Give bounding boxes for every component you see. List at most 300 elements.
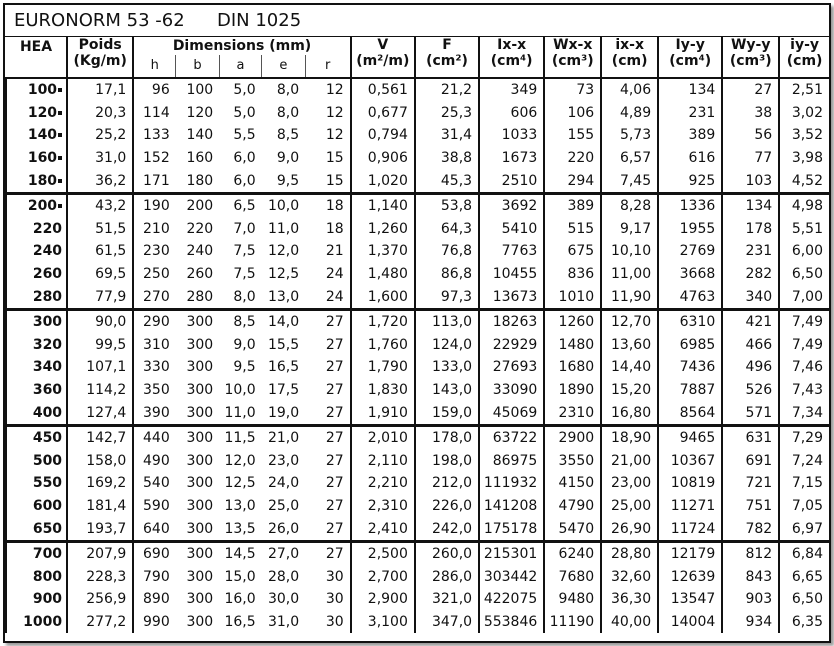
header-dim-b: b	[176, 55, 219, 78]
cell-wy: 178	[722, 218, 779, 241]
cell-r: 18	[305, 193, 351, 217]
cell-iy: 6310	[658, 309, 722, 333]
cell-ix: 553846	[479, 611, 544, 634]
cell-iiy: 7,43	[779, 379, 829, 402]
cell-wx: 389	[544, 193, 601, 217]
cell-f: 226,0	[415, 495, 479, 518]
table-row	[6, 565, 829, 588]
cell-v: 1,830	[351, 379, 415, 402]
cell-a: 8,0	[233, 288, 256, 305]
cell-iiy: 7,24	[779, 450, 829, 473]
cell-e: 30,0	[267, 591, 300, 608]
cell-wy: 751	[722, 495, 779, 518]
cell-h: 330	[133, 356, 175, 379]
cell-iix: 28,80	[601, 541, 658, 565]
cell-b: 120	[186, 104, 214, 121]
din-title: DIN 1025	[217, 10, 302, 31]
cell-wx: 155	[544, 124, 601, 147]
cell-f: 53,8	[415, 193, 479, 217]
cell-ix: 18263	[479, 309, 544, 333]
cell-f: 133,0	[415, 356, 479, 379]
cell-iiy: 5,51	[779, 218, 829, 241]
cell-ix: 45069	[479, 401, 544, 425]
cell-a: 6,0	[233, 172, 256, 189]
cell-wx: 11190	[544, 611, 601, 634]
cell-wx: 73	[544, 78, 601, 102]
cell-h: 114	[133, 102, 175, 125]
cell-wx: 4150	[544, 472, 601, 495]
cell-ix: 63722	[479, 425, 544, 449]
cell-e: 23,0	[267, 452, 300, 469]
cell-iy: 616	[658, 147, 722, 170]
cell-f: 242,0	[415, 517, 479, 541]
cell-poids: 20,3	[67, 102, 133, 125]
cell-poids: 228,3	[67, 565, 133, 588]
availability-marker-icon	[58, 88, 62, 92]
cell-hea: 140	[6, 124, 67, 147]
cell-r: 18	[325, 220, 344, 237]
cell-h: 250	[133, 263, 175, 286]
cell-a: 7,5	[233, 243, 256, 260]
cell-h: 590	[133, 495, 175, 518]
cell-b: 160	[186, 150, 214, 167]
cell-poids: 99,5	[67, 334, 133, 357]
cell-e: 21,0	[262, 425, 305, 449]
cell-iix: 14,40	[601, 356, 658, 379]
cell-b: 140	[186, 127, 214, 144]
cell-h: 990	[133, 611, 175, 634]
cell-wy: 631	[722, 425, 779, 449]
cell-poids: 90,0	[67, 309, 133, 333]
cell-iix: 18,90	[601, 425, 658, 449]
table-row	[6, 588, 829, 611]
cell-iiy: 7,29	[779, 425, 829, 449]
cell-a: 5,5	[233, 127, 256, 144]
cell-v: 2,310	[351, 495, 415, 518]
cell-a: 16,0	[224, 591, 256, 608]
table-row	[6, 611, 829, 634]
cell-iiy: 7,49	[779, 309, 829, 333]
cell-e: 24,0	[267, 475, 300, 492]
cell-ix: 22929	[479, 334, 544, 357]
cell-r: 27	[325, 404, 344, 421]
cell-poids: 142,7	[67, 425, 133, 449]
cell-h: 96	[133, 78, 175, 102]
cell-ix: 1033	[479, 124, 544, 147]
table-row	[6, 193, 829, 217]
availability-marker-icon	[58, 133, 62, 137]
cell-r: 27	[325, 497, 344, 514]
cell-iy: 14004	[658, 611, 722, 634]
header-iiy: iy-y (cm)	[779, 37, 829, 78]
cell-wx: 7680	[544, 565, 601, 588]
cell-v: 1,260	[351, 218, 415, 241]
cell-b: 300	[186, 497, 214, 514]
cell-iiy: 7,34	[779, 401, 829, 425]
cell-iy: 6985	[658, 334, 722, 357]
table-row	[6, 309, 829, 333]
cell-ix: 303442	[479, 565, 544, 588]
cell-poids: 181,4	[67, 495, 133, 518]
cell-e: 8,5	[276, 127, 300, 144]
cell-e: 11,0	[267, 220, 300, 237]
cell-h: 890	[133, 588, 175, 611]
header-poids: Poids (Kg/m)	[67, 37, 133, 78]
cell-wx: 2310	[544, 401, 601, 425]
cell-wx: 515	[544, 218, 601, 241]
cell-iix: 8,28	[601, 193, 658, 217]
cell-r: 27	[305, 541, 351, 565]
cell-ix: 5410	[479, 218, 544, 241]
cell-b: 300	[186, 382, 214, 399]
cell-h: 640	[133, 517, 175, 541]
table-row	[6, 379, 829, 402]
cell-ix: 349	[479, 78, 544, 102]
table-row	[6, 147, 829, 170]
cell-f: 31,4	[415, 124, 479, 147]
cell-v: 2,110	[351, 450, 415, 473]
cell-iix: 6,57	[601, 147, 658, 170]
cell-ix: 10455	[479, 263, 544, 286]
cell-v: 0,561	[351, 78, 415, 102]
cell-iy: 134	[658, 78, 722, 102]
cell-hea: 450	[6, 425, 67, 449]
cell-r: 15	[325, 150, 344, 167]
cell-v: 1,910	[351, 401, 415, 425]
cell-b: 300	[186, 568, 214, 585]
cell-ix: 215301	[479, 541, 544, 565]
cell-f: 113,0	[415, 309, 479, 333]
cell-poids: 107,1	[67, 356, 133, 379]
cell-b: 300	[176, 541, 219, 565]
cell-b: 300	[186, 520, 214, 537]
cell-poids: 127,4	[67, 401, 133, 425]
cell-iiy: 7,15	[779, 472, 829, 495]
cell-wx: 1480	[544, 334, 601, 357]
cell-iy: 13547	[658, 588, 722, 611]
cell-v: 2,500	[351, 541, 415, 565]
cell-ix: 111932	[479, 472, 544, 495]
cell-b: 300	[186, 475, 214, 492]
cell-iiy: 3,52	[779, 124, 829, 147]
cell-hea: 650	[6, 517, 67, 541]
cell-b: 300	[176, 425, 219, 449]
cell-iiy: 6,65	[779, 565, 829, 588]
cell-ix: 3692	[479, 193, 544, 217]
cell-e: 13,0	[267, 288, 300, 305]
cell-r: 27	[325, 336, 344, 353]
cell-iix: 12,70	[601, 309, 658, 333]
cell-wx: 1010	[544, 285, 601, 309]
cell-e: 8,0	[276, 104, 300, 121]
cell-h: 152	[133, 147, 175, 170]
cell-b: 220	[186, 220, 214, 237]
cell-f: 124,0	[415, 334, 479, 357]
cell-iy: 11271	[658, 495, 722, 518]
cell-f: 321,0	[415, 588, 479, 611]
cell-e: 28,0	[267, 568, 300, 585]
cell-iiy: 3,02	[779, 102, 829, 125]
cell-b: 300	[186, 404, 214, 421]
cell-wy: 56	[722, 124, 779, 147]
cell-hea: 300	[6, 309, 67, 333]
cell-f: 260,0	[415, 541, 479, 565]
cell-b: 300	[186, 359, 214, 376]
cell-v: 0,906	[351, 147, 415, 170]
cell-poids: 36,2	[67, 169, 133, 193]
cell-iix: 13,60	[601, 334, 658, 357]
cell-poids: 77,9	[67, 285, 133, 309]
cell-hea: 160	[6, 147, 67, 170]
cell-wx: 1260	[544, 309, 601, 333]
availability-marker-icon	[58, 156, 62, 160]
cell-iy: 8564	[658, 401, 722, 425]
cell-h: 350	[133, 379, 175, 402]
cell-r: 30	[325, 613, 344, 630]
cell-wy: 103	[722, 169, 779, 193]
cell-h: 133	[133, 124, 175, 147]
cell-a: 7,5	[233, 266, 256, 283]
cell-wx: 675	[544, 240, 601, 263]
cell-wy: 782	[722, 517, 779, 541]
cell-r: 27	[325, 359, 344, 376]
table-row	[6, 263, 829, 286]
availability-marker-icon	[58, 111, 62, 115]
cell-hea: 120	[6, 102, 67, 125]
cell-ix: 13673	[479, 285, 544, 309]
cell-iix: 32,60	[601, 565, 658, 588]
cell-poids: 193,7	[67, 517, 133, 541]
header-f: F (cm²)	[415, 37, 479, 78]
cell-iy: 231	[658, 102, 722, 125]
cell-iiy: 6,50	[779, 588, 829, 611]
cell-iy: 1336	[658, 193, 722, 217]
cell-wy: 421	[722, 309, 779, 333]
cell-f: 64,3	[415, 218, 479, 241]
cell-iy: 389	[658, 124, 722, 147]
cell-f: 97,3	[415, 285, 479, 309]
cell-hea: 280	[6, 285, 67, 309]
cell-iy: 2769	[658, 240, 722, 263]
cell-r: 12	[325, 82, 344, 99]
cell-wx: 1890	[544, 379, 601, 402]
cell-iy: 7436	[658, 356, 722, 379]
cell-iix: 23,00	[601, 472, 658, 495]
cell-wy: 77	[722, 147, 779, 170]
cell-wy: 282	[722, 263, 779, 286]
cell-r: 30	[325, 591, 344, 608]
cell-iix: 40,00	[601, 611, 658, 634]
cell-iiy: 7,00	[779, 285, 829, 309]
cell-iy: 10367	[658, 450, 722, 473]
cell-wy: 496	[722, 356, 779, 379]
cell-poids: 114,2	[67, 379, 133, 402]
cell-e: 17,5	[267, 382, 300, 399]
cell-f: 38,8	[415, 147, 479, 170]
cell-iy: 12179	[658, 541, 722, 565]
cell-e: 9,0	[276, 150, 300, 167]
cell-b: 100	[186, 82, 214, 99]
cell-a: 12,0	[224, 452, 256, 469]
cell-poids: 256,9	[67, 588, 133, 611]
cell-v: 1,480	[351, 263, 415, 286]
cell-a: 14,5	[219, 541, 261, 565]
cell-v: 1,020	[351, 169, 415, 193]
cell-e: 15,5	[267, 336, 300, 353]
cell-v: 1,370	[351, 240, 415, 263]
cell-iix: 11,90	[601, 285, 658, 309]
cell-wy: 466	[722, 334, 779, 357]
cell-wx: 2900	[544, 425, 601, 449]
cell-v: 1,790	[351, 356, 415, 379]
cell-f: 45,3	[415, 169, 479, 193]
cell-a: 9,5	[233, 359, 256, 376]
cell-wx: 4790	[544, 495, 601, 518]
cell-a: 12,5	[224, 475, 256, 492]
table-row	[6, 450, 829, 473]
cell-h: 270	[133, 285, 175, 309]
cell-r: 12	[325, 104, 344, 121]
cell-r: 27	[325, 475, 344, 492]
cell-a: 5,0	[233, 82, 256, 99]
cell-r: 27	[325, 382, 344, 399]
standard-title: EURONORM 53 -62	[14, 10, 185, 31]
header-wy: Wy-y (cm³)	[722, 37, 779, 78]
cell-v: 0,794	[351, 124, 415, 147]
cell-wy: 812	[722, 541, 779, 565]
cell-r: 12	[325, 127, 344, 144]
cell-wx: 836	[544, 263, 601, 286]
cell-iix: 7,45	[601, 169, 658, 193]
cell-h: 390	[133, 401, 175, 425]
cell-f: 76,8	[415, 240, 479, 263]
cell-iiy: 7,05	[779, 495, 829, 518]
header-ix: Ix-x (cm⁴)	[479, 37, 544, 78]
cell-iix: 9,17	[601, 218, 658, 241]
cell-r: 24	[325, 266, 344, 283]
cell-iiy: 7,49	[779, 334, 829, 357]
cell-iy: 7887	[658, 379, 722, 402]
cell-f: 25,3	[415, 102, 479, 125]
cell-iy: 925	[658, 169, 722, 193]
cell-b: 260	[186, 266, 214, 283]
cell-v: 2,700	[351, 565, 415, 588]
cell-h: 230	[133, 240, 175, 263]
cell-iy: 1955	[658, 218, 722, 241]
cell-r: 21	[325, 243, 344, 260]
cell-wy: 721	[722, 472, 779, 495]
cell-hea: 260	[6, 263, 67, 286]
cell-a: 15,0	[224, 568, 256, 585]
cell-h: 171	[133, 169, 175, 193]
cell-a: 13,0	[224, 497, 256, 514]
cell-e: 8,0	[276, 82, 300, 99]
cell-ix: 606	[479, 102, 544, 125]
cell-f: 143,0	[415, 379, 479, 402]
cell-wx: 294	[544, 169, 601, 193]
header-hea: HEA	[6, 37, 67, 78]
cell-iy: 12639	[658, 565, 722, 588]
cell-e: 9,5	[276, 172, 300, 189]
cell-b: 300	[186, 452, 214, 469]
table-row	[6, 169, 829, 193]
cell-h: 540	[133, 472, 175, 495]
cell-r: 24	[325, 288, 344, 305]
table-row	[6, 425, 829, 449]
cell-ix: 27693	[479, 356, 544, 379]
cell-wx: 1680	[544, 356, 601, 379]
cell-h: 440	[133, 425, 175, 449]
cell-iiy: 3,98	[779, 147, 829, 170]
cell-v: 2,010	[351, 425, 415, 449]
cell-wy: 691	[722, 450, 779, 473]
cell-a: 9,0	[233, 336, 256, 353]
cell-ix: 175178	[479, 517, 544, 541]
cell-hea: 360	[6, 379, 67, 402]
cell-r: 30	[325, 568, 344, 585]
cell-hea: 320	[6, 334, 67, 357]
cell-a: 16,5	[224, 613, 256, 630]
cell-hea: 340	[6, 356, 67, 379]
cell-b: 300	[186, 591, 214, 608]
cell-hea: 100	[6, 78, 67, 102]
cell-poids: 69,5	[67, 263, 133, 286]
cell-a: 11,5	[219, 425, 261, 449]
cell-iix: 5,73	[601, 124, 658, 147]
cell-a: 10,0	[224, 382, 256, 399]
header-dim-r: r	[305, 55, 351, 78]
cell-wy: 134	[722, 193, 779, 217]
cell-v: 2,210	[351, 472, 415, 495]
cell-b: 280	[186, 288, 214, 305]
cell-poids: 158,0	[67, 450, 133, 473]
cell-hea: 500	[6, 450, 67, 473]
cell-v: 1,140	[351, 193, 415, 217]
cell-e: 19,0	[267, 404, 300, 421]
cell-b: 240	[186, 243, 214, 260]
cell-iix: 11,00	[601, 263, 658, 286]
cell-h: 490	[133, 450, 175, 473]
cell-poids: 61,5	[67, 240, 133, 263]
cell-wx: 6240	[544, 541, 601, 565]
cell-e: 26,0	[267, 520, 300, 537]
cell-e: 12,0	[267, 243, 300, 260]
table-body	[6, 78, 829, 633]
title-bar	[5, 5, 829, 37]
cell-wy: 903	[722, 588, 779, 611]
cell-poids: 43,2	[67, 193, 133, 217]
cell-iiy: 6,97	[779, 517, 829, 541]
table-row	[6, 124, 829, 147]
cell-a: 13,5	[224, 520, 256, 537]
table-row	[6, 356, 829, 379]
cell-h: 790	[133, 565, 175, 588]
table-row	[6, 285, 829, 309]
cell-iix: 4,89	[601, 102, 658, 125]
header-dim-a: a	[219, 55, 261, 78]
cell-poids: 51,5	[67, 218, 133, 241]
cell-iiy: 6,00	[779, 240, 829, 263]
cell-iy: 10819	[658, 472, 722, 495]
table-row	[6, 541, 829, 565]
cell-wx: 5470	[544, 517, 601, 541]
cell-wy: 934	[722, 611, 779, 634]
cell-h: 190	[133, 193, 175, 217]
cell-ix: 2510	[479, 169, 544, 193]
cell-e: 12,5	[267, 266, 300, 283]
cell-f: 286,0	[415, 565, 479, 588]
cell-iiy: 4,98	[779, 193, 829, 217]
